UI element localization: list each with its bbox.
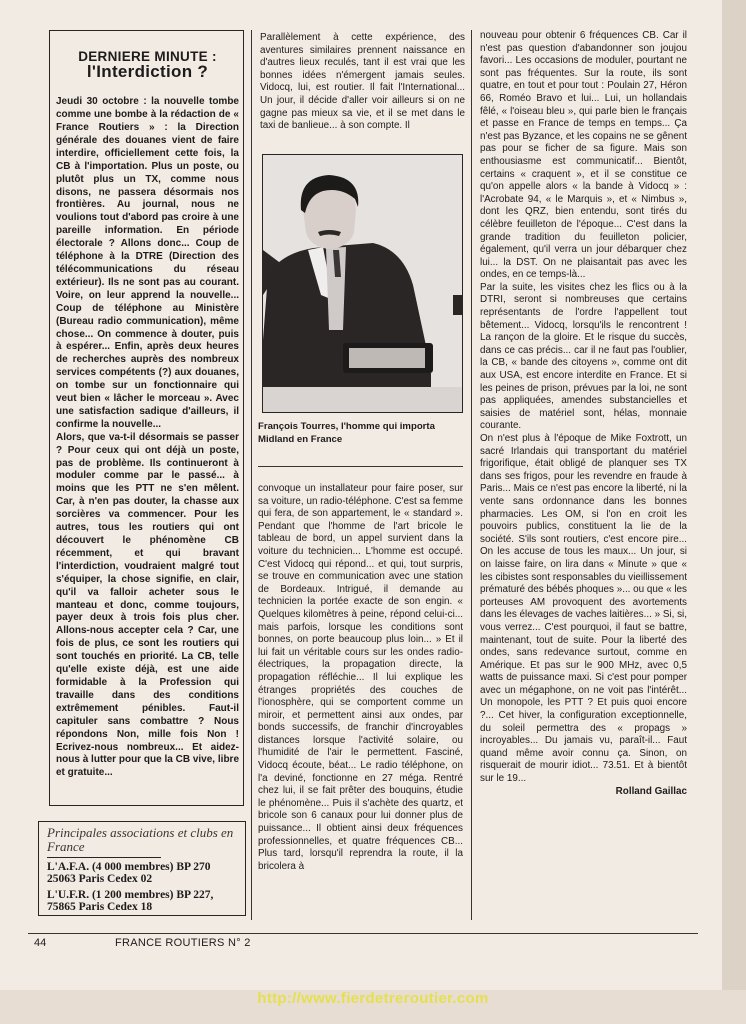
col3-paragraph-3: On n'est plus à l'époque de Mike Foxtrott, un sacré Irlandais qui transportant du matériel frigorifique, était obligé de planquer ses TX dans ses frigos, pour les revendre en fraude à Paris... Mais ce n'est pas encore la liberté, ni la vente sans ordonnance dans les bonnes pharmacies. Les OM, si l'on en croit les pouvoirs publics, constituent la lie de la société. S'ils sont routiers, c'est encore pire... On les accuse de tous les maux... Un jour, si on laisse faire, on lira dans « Minute » que « les cibistes sont responsables du vieillissement prématuré des bébés phoques »... ou que « les porteuses AM provoquent des avortements dans les élevages de vaches laitières... » Si, si, vous verrez... C'est pourquoi, il faut se battre, maintenant, tout de suite. Pour la liberté des ondes, sans redevance surtout, comme en Amérique. Et pas sur le 900 MHz, avec 0,5 watts de puissance maxi. Si c'est pour pomper avec un mégaphone, on ne voit pas l'intérêt... Un monopole, les PTT ? Et puis quoi encore ?... Cet hiver, la configuration exceptionnelle, du soleil permettra des « propags » incroyables... Du jamais vu, paraît-il... Faut quand même avoir connu ça. Sinon, on risquerait de mourir idiot... 73.51. Et à bientôt sur le 19... [480,433,687,785]
association-afa: L'A.F.A. (4 000 membres) BP 270 25063 Paris Cedex 02 [47,861,211,886]
sidebar-box [49,30,244,806]
page-edge-shadow [722,0,746,1024]
column-divider-right [471,30,472,920]
caption-rule [258,466,463,467]
sidebar-body-2: Alors, que va-t-il désormais se passer ? Pour ceux qui ont déjà un poste, pas de problème. Ils continueront à moduler comme par le passé... à moins que les PTT ne s'en mêlent. Car, à n'en pas douter, la chasse aux sorcières va commencer. Pour les autres, tous les routiers qui ont découvert le phénomène CB récemment, et qui bravant l'interdiction, voudraient malgré tout s'équiper, la chose signifie, en clair, qu'il va falloir acheter sous le manteau et donc, comme toujours, payer deux à trois fois plus cher. Allons-nous accepter cela ? Car, une fois de plus, ce sont les routiers qui sont touchés en priorité. La CB, telle qu'elle existe déjà, est une aide formidable à la Profession qui travaille dans des conditions extrêmement pénibles. Faut-il capituler sans combattre ? Nous répondons Non, mille fois Non ! Ecrivez-nous nombreux... Et aidez-nous à lutter pour que la CB vive, libre et gratuite... [56,431,239,779]
association-ufr: L'U.F.R. (1 200 membres) BP 227, 75865 Paris Cedex 18 [47,888,214,913]
col3-paragraph-1: nouveau pour obtenir 6 fréquences CB. Car il n'est pas question d'abandonner son joujou favori... Les occasions de moduler, pourtant ne sont pas fréquentes. Sur la route, ils sont quatre, en tout et pour tout : Poulain 27, Héron 66, Roméo Bravo et lui... Lui, un hollandais fêlé, « l'oiseau bleu », qui parle bien le français et passe en France de temps en temps... Ça n'est pas Byzance, et les copains ne se gênent pas pour se ficher de sa figure. Mais son enthousiasme est communicatif... Bientôt, certains « craquent », et il se constitue ce qu'on appelle alors « la bande à Vidocq » : l'Acrobate 94, « le Marquis », et « Nimbus », dont les QRZ, bien entendu, sont tirés du célèbre feuilleton de l'époque... C'est dans la grande tradition du feuilleton policier, également, qu'il verra un jour débarquer chez lui... la DST. On ne plaisantait pas avec les ondes, en ce temps-là... [480,30,687,281]
portrait-image [263,155,462,412]
footer-rule [28,933,698,934]
portrait-photo [262,154,463,413]
associations-divider [47,857,161,858]
column-divider-left [251,30,252,920]
associations-title: Principales associations et clubs en France [47,825,234,854]
sidebar-headline-line1: DERNIERE MINUTE : [78,49,217,64]
associations-box [38,821,246,916]
author-signature: Rolland Gaillac [615,785,687,797]
page-number: 44 [34,937,47,949]
col3-paragraph-2: Par la suite, les visites chez les flics ou à la DTRI, seront si nombreuses que certains représentants de l'ordre l'appellent tout bêtement... Vidocq, lorsqu'ils le rencontrent ! La rançon de la gloire. Et le risque du succès, dans ce cas précis... car il ne faut pas l'oublier, la CB, « bande des citoyens », comme ont dit aux USA, est encore interdite en France. Et si les peines de prison, prévues par la loi, ne sont pas appliquées, amendes substancielles et saisies de matériel sont, hélas, monnaie courante. [480,281,687,432]
website-watermark[interactable]: http://www.fierdetreroutier.com [257,990,489,1007]
magazine-title: FRANCE ROUTIERS N° 2 [115,937,251,949]
photo-caption: François Tourres, l'homme qui importa Midland en France [258,421,435,445]
column3-text [480,30,687,925]
sidebar-headline-line2: l'Interdiction ? [86,61,209,81]
column2-bottom-text: convoque un installateur pour faire poser, sur sa voiture, un radio-téléphone. C'est sa femme qui fera, de son appartement, le « standard ». Pendant que l'homme de l'art bricole le tableau de bord, un appel survient dans la voiture du technicien... L'homme est occupé. C'est Vidocq qui répond... et qui, tout surpris, se trouve en communication avec une station de Bordeaux. Intrigué, il demande au technicien la portée exacte de son engin. « Quelques kilomètres à peine, répond celui-ci... mais parfois, lorsque les conditions sont bonnes, on porte beaucoup plus loin... » Et il lui fait un véritable cours sur les ondes radio-électriques, la propagation directe, la propagation réfléchie... Il lui explique les étranges propriétés des couches de l'ionosphère, qui se comportent comme un miroir, et permettent ainsi aux ondes, par bonds successifs, de franchir d'incroyables distances lorsque l'activité solaire, ou l'humidité de l'air le permettent. Fasciné, Vidocq écoute, béat... Le radio téléphone, on l'a deviné, fonctionne en 27 méga. Rentré chez lui, il se fait prêter des bouquins, étudie le phénomène... Puis il s'achète des quartz, et bricole son 6 canaux pour lui donner plus de puissance... Il obtient ainsi deux fréquences professionnelles, et quatre fréquences CB... Plus tard, lorsqu'il reprendra la route, il la bricolera à [258,483,463,872]
sidebar-body-1: Jeudi 30 octobre : la nouvelle tombe comme une bombe à la rédaction de « France Routiers » : la Direction générale des douanes vient de faire interdire, officiellement cette fois, la CB à l'importation. Plus un poste, ou plutôt plus un TX, comme nous disons, ne passera désormais nos frontières. Au journal, nous ne voulions tout d'abord pas croire à une pareille information. En période électorale ? Allons donc... Coup de téléphone à la DTRE (Direction des télécommunications du réseau extérieur). Ils ne sont pas au courant. Voire, on leur apprend la nouvelle... Coup de téléphone au Ministère (Bureau radio communication), même chose... On commence à douter, puis à espérer... Enfin, après deux heures de recherches auprès des nombreux services compétents (?) aux douanes, on tombe sur un fonctionnaire qui veut bien « lâcher le morceau ». Avec une satisfaction sadique d'ailleurs, il confirme la nouvelle... [56,96,239,430]
column2-top-text: Parallèlement à cette expérience, des aventures similaires prennent naissance en d'autres lieux reculés, tant il est vrai que les bonnes idées n'émergent jamais seules. Vidocq, lui, est routier. Il fait l'International... Un jour, il décide d'aller voir ailleurs si on ne gagne pas mieux sa vie, et il se met dans le taxi de banlieue... à son compte. Il [260,32,465,132]
